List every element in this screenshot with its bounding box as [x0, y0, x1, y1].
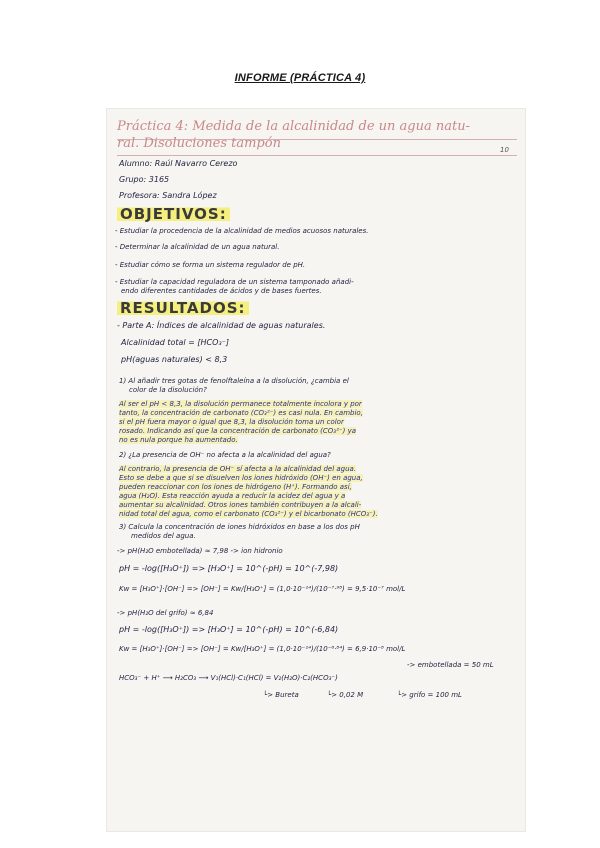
student-teacher: Profesora: Sandra López — [119, 191, 217, 200]
document-title: INFORME (PRÁCTICA 4) — [234, 72, 366, 84]
objective-item: - Estudiar cómo se forma un sistema regulador de pH. — [115, 261, 306, 269]
tap-ph-header: -> pH(H₂O del grifo) ≈ 6,84 — [117, 609, 214, 617]
question-2: 2) ¿La presencia de OH⁻ no afecta a la alcalinidad del agua? — [119, 451, 331, 459]
ph-natural-waters: pH(aguas naturales) < 8,3 — [121, 355, 228, 364]
grade-mark: 10 — [500, 146, 509, 154]
objective-item: endo diferentes cantidades de ácidos y de bases fuertes. — [121, 287, 322, 295]
tap-volume-label: └> grifo = 100 mL — [397, 691, 462, 699]
answer-2-line: Al contrario, la presencia de OH⁻ sí afecta a la alcalinidad del agua. — [119, 465, 357, 473]
practice-title-line1: Práctica 4: Medida de la alcalinidad de un agua natu- — [117, 119, 470, 134]
answer-2-line: agua (H₂O). Esta reacción ayuda a reducir la acidez del agua y a — [119, 492, 346, 500]
concentration-label: └> 0,02 M — [327, 691, 364, 699]
objective-item: - Estudiar la procedencia de la alcalinidad de medios acuosos naturales. — [115, 227, 369, 235]
answer-1-line: no es nula porque ha aumentado. — [119, 436, 238, 444]
tap-ph-equation: pH = -log([H₃O⁺]) => [H₃O⁺] = 10^(-pH) = 10^(-6,84) — [119, 625, 339, 634]
answer-1-line: si el pH fuera mayor o igual que 8,3, la disolución toma un color — [119, 418, 344, 426]
results-heading: RESULTADOS: — [117, 299, 249, 317]
answer-1-line: tanto, la concentración de carbonato (CO₃²⁻) es casi nula. En cambio, — [119, 409, 363, 417]
bottled-kw-equation: Kw = [H₃O⁺]·[OH⁻] => [OH⁻] = Kw/[H₃O⁺] = (1,0·10⁻¹⁴)/(10⁻⁷·⁹⁸) = 9,5·10⁻⁷ mol/L — [119, 585, 406, 593]
part-a-title: - Parte A: Índices de alcalinidad de aguas naturales. — [117, 321, 326, 330]
answer-1-line: Al ser el pH < 8,3, la disolución permanece totalmente incolora y por — [119, 400, 362, 408]
question-3: 3) Calcula la concentración de iones hidróxidos en base a los dos pH — [119, 523, 360, 531]
answer-1-line: rosado. Indicando así que la concentración de carbonato (CO₃²⁻) ya — [119, 427, 356, 435]
bottled-ph-equation: pH = -log([H₃O⁺]) => [H₃O⁺] = 10^(-pH) = 10^(-7,98) — [119, 564, 339, 573]
answer-2-line: nidad total del agua, como el carbonato (CO₃²⁻) y el bicarbonato (HCO₃⁻). — [119, 510, 378, 518]
practice-title-line2: ral. Disoluciones tampón — [117, 136, 281, 151]
burette-label: └> Bureta — [263, 691, 299, 699]
answer-2-line: aumentar su alcalinidad. Otros iones también contribuyen a la alcali- — [119, 501, 362, 509]
handwritten-sheet — [106, 108, 526, 832]
student-name: Alumno: Raúl Navarro Cerezo — [119, 159, 238, 168]
bottled-ph-header: -> pH(H₂O embotellada) ≈ 7,98 -> ion hidronio — [117, 547, 283, 555]
answer-2-line: Esto se debe a que si se disuelven los iones hidróxido (OH⁻) en agua, — [119, 474, 363, 482]
tap-kw-equation: Kw = [H₃O⁺]·[OH⁻] => [OH⁻] = Kw/[H₃O⁺] = (1,0·10⁻¹⁴)/(10⁻⁶·⁸⁴) = 6,9·10⁻⁸ mol/L — [119, 645, 406, 653]
titration-reaction: HCO₃⁻ + H⁺ ⟶ H₂CO₃ ⟶ V₁(HCl)·C₁(HCl) = V₂(H₂O)·C₂(HCO₃⁻) — [119, 674, 338, 682]
bottled-volume-note: -> embotellada = 50 mL — [407, 661, 494, 669]
objective-item: - Determinar la alcalinidad de un agua natural. — [115, 243, 280, 251]
student-group: Grupo: 3165 — [119, 175, 170, 184]
practice-underline-2 — [117, 155, 517, 156]
question-1-cont: color de la disolución? — [129, 386, 207, 394]
question-1: 1) Al añadir tres gotas de fenolftaleína a la disolución, ¿cambia el — [119, 377, 349, 385]
objectives-heading: OBJETIVOS: — [117, 205, 230, 223]
objective-item: - Estudiar la capacidad reguladora de un sistema tamponado añadi- — [115, 278, 354, 286]
question-3-cont: medidos del agua. — [131, 532, 196, 540]
answer-2-line: pueden reaccionar con los iones de hidrógeno (H⁺). Formando así, — [119, 483, 352, 491]
alkalinity-total: Alcalinidad total = [HCO₃⁻] — [121, 338, 229, 347]
